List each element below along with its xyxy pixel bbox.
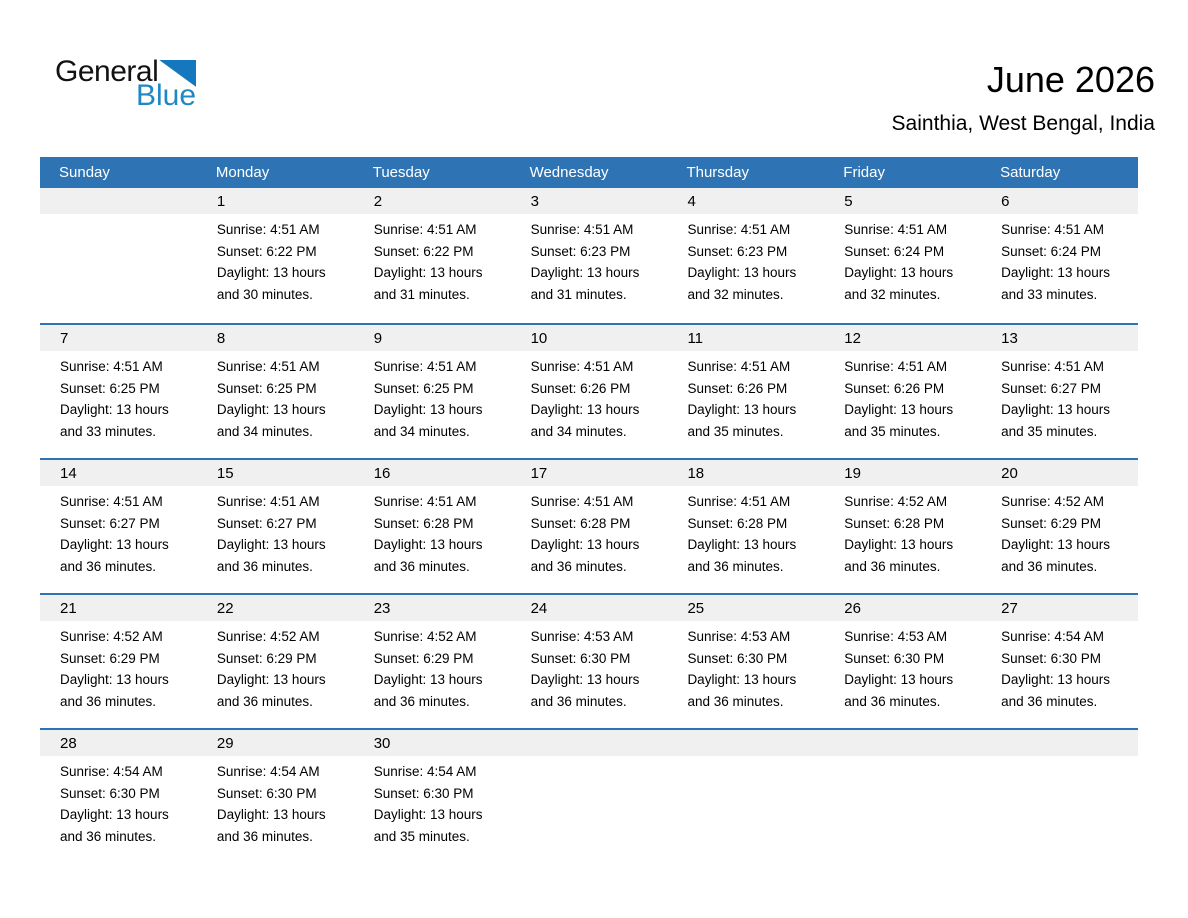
day-details	[824, 214, 981, 305]
day-cell-6	[981, 188, 1138, 323]
calendar-table	[40, 157, 1138, 863]
week-row-5	[40, 728, 1138, 863]
day-details	[511, 756, 668, 761]
day-details	[40, 756, 197, 847]
day-cell-8	[197, 325, 354, 458]
sunrise-text: Sunrise: 4:51 AM	[60, 359, 163, 374]
daylight-text-line1: Daylight: 13 hours	[530, 672, 640, 688]
day-details	[824, 621, 981, 712]
day-details	[197, 486, 354, 577]
daylight-text-line1: Daylight: 13 hours	[373, 807, 483, 823]
sunrise-text: Sunrise: 4:51 AM	[373, 494, 477, 509]
day-number: 16	[354, 460, 511, 486]
sunrise-text: Sunrise: 4:54 AM	[216, 764, 320, 779]
day-details	[981, 486, 1138, 577]
day-cell-27	[981, 595, 1138, 728]
daylight-text-line1: Daylight: 13 hours	[216, 537, 326, 553]
daylight-text-line2: and 31 minutes.	[530, 286, 627, 302]
sunset-text: Sunset: 6:25 PM	[60, 380, 160, 396]
sunset-text: Sunset: 6:28 PM	[687, 515, 788, 531]
daylight-text-line1: Daylight: 13 hours	[844, 402, 954, 418]
day-details	[824, 756, 981, 761]
day-cell-17	[511, 460, 668, 593]
day-details	[667, 621, 824, 712]
sunrise-text: Sunrise: 4:54 AM	[373, 764, 477, 779]
day-number: 18	[667, 460, 824, 486]
day-details	[511, 214, 668, 305]
day-number: 17	[511, 460, 668, 486]
sunset-text: Sunset: 6:25 PM	[216, 380, 317, 396]
sunrise-text: Sunrise: 4:51 AM	[60, 494, 163, 509]
sunset-text: Sunset: 6:27 PM	[60, 515, 160, 531]
day-cell-20	[981, 460, 1138, 593]
week-row-4	[40, 593, 1138, 728]
day-details	[981, 621, 1138, 712]
day-number	[824, 730, 981, 756]
day-cell-9	[354, 325, 511, 458]
daylight-text-line1: Daylight: 13 hours	[60, 537, 169, 553]
sunset-text: Sunset: 6:30 PM	[373, 785, 474, 801]
day-cell-empty	[511, 730, 668, 863]
day-number	[981, 730, 1138, 756]
daylight-text-line2: and 32 minutes.	[844, 286, 941, 302]
daylight-text-line1: Daylight: 13 hours	[1001, 537, 1110, 553]
daylight-text-line1: Daylight: 13 hours	[687, 265, 797, 281]
day-number: 28	[40, 730, 197, 756]
day-cell-5	[824, 188, 981, 323]
day-details	[511, 486, 668, 577]
day-details	[667, 486, 824, 577]
day-cell-25	[667, 595, 824, 728]
daylight-text-line2: and 32 minutes.	[687, 286, 784, 302]
sunrise-text: Sunrise: 4:51 AM	[530, 222, 634, 237]
day-cell-empty	[667, 730, 824, 863]
sunrise-text: Sunrise: 4:52 AM	[373, 629, 477, 644]
daylight-text-line2: and 36 minutes.	[530, 693, 627, 709]
daylight-text-line1: Daylight: 13 hours	[687, 402, 797, 418]
daylight-text-line2: and 36 minutes.	[216, 693, 313, 709]
sunset-text: Sunset: 6:28 PM	[844, 515, 945, 531]
sunrise-text: Sunrise: 4:54 AM	[1001, 629, 1104, 644]
day-cell-empty	[981, 730, 1138, 863]
general-blue-logo	[55, 57, 197, 111]
sunrise-text: Sunrise: 4:51 AM	[687, 494, 791, 509]
day-number: 21	[40, 595, 197, 621]
day-details	[197, 351, 354, 442]
sunrise-text: Sunrise: 4:54 AM	[60, 764, 163, 779]
daylight-text-line2: and 36 minutes.	[844, 693, 941, 709]
sunset-text: Sunset: 6:29 PM	[216, 650, 317, 666]
sunrise-text: Sunrise: 4:51 AM	[530, 359, 634, 374]
day-cell-21	[40, 595, 197, 728]
sunset-text: Sunset: 6:22 PM	[373, 243, 474, 259]
day-cell-29	[197, 730, 354, 863]
day-number: 8	[197, 325, 354, 351]
day-number: 12	[824, 325, 981, 351]
day-details	[197, 214, 354, 305]
day-details	[197, 621, 354, 712]
day-number: 7	[40, 325, 197, 351]
sunrise-text: Sunrise: 4:52 AM	[60, 629, 163, 644]
sunrise-text: Sunrise: 4:51 AM	[687, 359, 791, 374]
month-title: June 2026	[986, 59, 1155, 100]
daylight-text-line2: and 31 minutes.	[373, 286, 470, 302]
day-cell-empty	[40, 188, 197, 323]
sunrise-text: Sunrise: 4:52 AM	[216, 629, 320, 644]
daylight-text-line2: and 36 minutes.	[373, 558, 470, 574]
day-details	[354, 621, 511, 712]
day-number: 13	[981, 325, 1138, 351]
sunrise-text: Sunrise: 4:51 AM	[844, 222, 948, 237]
weekday-header-thursday: Thursday	[686, 164, 749, 181]
daylight-text-line2: and 36 minutes.	[216, 828, 313, 844]
day-number: 19	[824, 460, 981, 486]
day-cell-26	[824, 595, 981, 728]
weekday-header-saturday: Saturday	[1000, 164, 1061, 181]
sunrise-text: Sunrise: 4:53 AM	[530, 629, 634, 644]
day-details	[981, 351, 1138, 442]
sunset-text: Sunset: 6:26 PM	[844, 380, 945, 396]
day-details	[197, 756, 354, 847]
sunrise-text: Sunrise: 4:51 AM	[687, 222, 791, 237]
daylight-text-line2: and 36 minutes.	[60, 558, 157, 574]
daylight-text-line2: and 35 minutes.	[373, 828, 470, 844]
sunrise-text: Sunrise: 4:51 AM	[216, 359, 320, 374]
day-number: 30	[354, 730, 511, 756]
sunset-text: Sunset: 6:30 PM	[530, 650, 631, 666]
sunset-text: Sunset: 6:23 PM	[530, 243, 631, 259]
daylight-text-line2: and 35 minutes.	[844, 423, 941, 439]
day-number: 22	[197, 595, 354, 621]
day-cell-1	[197, 188, 354, 323]
daylight-text-line2: and 34 minutes.	[216, 423, 313, 439]
day-number: 26	[824, 595, 981, 621]
daylight-text-line2: and 35 minutes.	[1001, 423, 1098, 439]
sunset-text: Sunset: 6:23 PM	[687, 243, 788, 259]
weekday-header-wednesday: Wednesday	[529, 164, 609, 181]
day-cell-22	[197, 595, 354, 728]
sunrise-text: Sunrise: 4:51 AM	[373, 222, 477, 237]
day-cell-4	[667, 188, 824, 323]
daylight-text-line1: Daylight: 13 hours	[530, 265, 640, 281]
day-details	[40, 621, 197, 712]
day-details	[511, 351, 668, 442]
daylight-text-line1: Daylight: 13 hours	[1001, 672, 1110, 688]
sunset-text: Sunset: 6:26 PM	[530, 380, 631, 396]
weekday-header-tuesday: Tuesday	[372, 164, 430, 181]
week-row-2	[40, 323, 1138, 458]
day-details	[511, 621, 668, 712]
logo-text-blue: Blue	[135, 79, 196, 112]
sunrise-text: Sunrise: 4:51 AM	[530, 494, 634, 509]
day-cell-7	[40, 325, 197, 458]
daylight-text-line1: Daylight: 13 hours	[216, 807, 326, 823]
day-details	[40, 351, 197, 442]
daylight-text-line1: Daylight: 13 hours	[687, 537, 797, 553]
day-number: 11	[667, 325, 824, 351]
weekday-header-monday: Monday	[215, 164, 270, 181]
day-number: 20	[981, 460, 1138, 486]
day-number: 3	[511, 188, 668, 214]
day-cell-12	[824, 325, 981, 458]
sunset-text: Sunset: 6:24 PM	[1001, 243, 1101, 259]
daylight-text-line1: Daylight: 13 hours	[1001, 402, 1110, 418]
day-number: 15	[197, 460, 354, 486]
sunset-text: Sunset: 6:27 PM	[1001, 380, 1101, 396]
sunset-text: Sunset: 6:27 PM	[216, 515, 317, 531]
daylight-text-line2: and 36 minutes.	[687, 558, 784, 574]
calendar-body	[40, 188, 1138, 863]
daylight-text-line2: and 36 minutes.	[530, 558, 627, 574]
daylight-text-line1: Daylight: 13 hours	[1001, 265, 1110, 281]
day-details	[354, 214, 511, 305]
weekday-header-row	[40, 157, 1138, 188]
sunrise-text: Sunrise: 4:51 AM	[216, 222, 320, 237]
day-details	[40, 486, 197, 577]
sunset-text: Sunset: 6:29 PM	[373, 650, 474, 666]
day-details	[354, 756, 511, 847]
sunrise-text: Sunrise: 4:53 AM	[687, 629, 791, 644]
day-details	[667, 214, 824, 305]
daylight-text-line2: and 36 minutes.	[1001, 693, 1098, 709]
weekday-header-friday: Friday	[843, 164, 885, 181]
day-number	[511, 730, 668, 756]
day-number: 5	[824, 188, 981, 214]
sunset-text: Sunset: 6:30 PM	[687, 650, 788, 666]
daylight-text-line2: and 33 minutes.	[60, 423, 157, 439]
sunrise-text: Sunrise: 4:51 AM	[373, 359, 477, 374]
week-row-3	[40, 458, 1138, 593]
sunrise-text: Sunrise: 4:52 AM	[844, 494, 948, 509]
sunrise-text: Sunrise: 4:51 AM	[1001, 222, 1104, 237]
sunset-text: Sunset: 6:24 PM	[844, 243, 945, 259]
day-cell-13	[981, 325, 1138, 458]
week-row-1	[40, 188, 1138, 323]
daylight-text-line1: Daylight: 13 hours	[373, 537, 483, 553]
daylight-text-line1: Daylight: 13 hours	[373, 265, 483, 281]
daylight-text-line1: Daylight: 13 hours	[60, 807, 169, 823]
daylight-text-line2: and 33 minutes.	[1001, 286, 1098, 302]
daylight-text-line2: and 36 minutes.	[373, 693, 470, 709]
daylight-text-line1: Daylight: 13 hours	[216, 672, 326, 688]
day-number: 25	[667, 595, 824, 621]
day-number: 23	[354, 595, 511, 621]
sunset-text: Sunset: 6:30 PM	[844, 650, 945, 666]
day-details	[354, 351, 511, 442]
day-cell-14	[40, 460, 197, 593]
sunset-text: Sunset: 6:26 PM	[687, 380, 788, 396]
day-details	[667, 351, 824, 442]
daylight-text-line1: Daylight: 13 hours	[60, 402, 169, 418]
day-details	[40, 214, 197, 219]
day-number: 27	[981, 595, 1138, 621]
day-cell-28	[40, 730, 197, 863]
daylight-text-line1: Daylight: 13 hours	[687, 672, 797, 688]
sunrise-text: Sunrise: 4:51 AM	[216, 494, 320, 509]
day-number	[667, 730, 824, 756]
day-details	[824, 486, 981, 577]
daylight-text-line2: and 34 minutes.	[373, 423, 470, 439]
sunset-text: Sunset: 6:28 PM	[530, 515, 631, 531]
sunrise-text: Sunrise: 4:52 AM	[1001, 494, 1104, 509]
title-block	[892, 60, 1155, 136]
day-details	[667, 756, 824, 761]
weekday-header-sunday: Sunday	[59, 164, 110, 181]
daylight-text-line2: and 36 minutes.	[216, 558, 313, 574]
day-number: 29	[197, 730, 354, 756]
sunrise-text: Sunrise: 4:53 AM	[844, 629, 948, 644]
sunset-text: Sunset: 6:28 PM	[373, 515, 474, 531]
sunrise-text: Sunrise: 4:51 AM	[844, 359, 948, 374]
daylight-text-line2: and 30 minutes.	[216, 286, 313, 302]
day-number: 1	[197, 188, 354, 214]
day-cell-15	[197, 460, 354, 593]
day-details	[981, 756, 1138, 761]
sunset-text: Sunset: 6:29 PM	[1001, 515, 1101, 531]
daylight-text-line2: and 35 minutes.	[687, 423, 784, 439]
day-cell-10	[511, 325, 668, 458]
daylight-text-line1: Daylight: 13 hours	[844, 537, 954, 553]
day-number: 2	[354, 188, 511, 214]
day-number: 24	[511, 595, 668, 621]
daylight-text-line2: and 36 minutes.	[1001, 558, 1098, 574]
day-number: 6	[981, 188, 1138, 214]
logo-text-general: General	[55, 55, 159, 88]
daylight-text-line2: and 36 minutes.	[60, 828, 157, 844]
daylight-text-line1: Daylight: 13 hours	[373, 672, 483, 688]
location-subtitle: Sainthia, West Bengal, India	[891, 112, 1155, 135]
daylight-text-line2: and 34 minutes.	[530, 423, 627, 439]
daylight-text-line1: Daylight: 13 hours	[844, 672, 954, 688]
daylight-text-line2: and 36 minutes.	[687, 693, 784, 709]
day-cell-empty	[824, 730, 981, 863]
sunset-text: Sunset: 6:29 PM	[60, 650, 160, 666]
daylight-text-line1: Daylight: 13 hours	[530, 402, 640, 418]
daylight-text-line1: Daylight: 13 hours	[844, 265, 954, 281]
daylight-text-line1: Daylight: 13 hours	[530, 537, 640, 553]
daylight-text-line1: Daylight: 13 hours	[60, 672, 169, 688]
sunset-text: Sunset: 6:30 PM	[60, 785, 160, 801]
daylight-text-line1: Daylight: 13 hours	[373, 402, 483, 418]
sunset-text: Sunset: 6:30 PM	[216, 785, 317, 801]
day-details	[824, 351, 981, 442]
day-number: 9	[354, 325, 511, 351]
day-cell-23	[354, 595, 511, 728]
daylight-text-line1: Daylight: 13 hours	[216, 265, 326, 281]
sunset-text: Sunset: 6:22 PM	[216, 243, 317, 259]
day-cell-2	[354, 188, 511, 323]
day-cell-16	[354, 460, 511, 593]
day-cell-30	[354, 730, 511, 863]
daylight-text-line1: Daylight: 13 hours	[216, 402, 326, 418]
day-cell-24	[511, 595, 668, 728]
day-cell-19	[824, 460, 981, 593]
day-cell-11	[667, 325, 824, 458]
day-number: 14	[40, 460, 197, 486]
daylight-text-line2: and 36 minutes.	[844, 558, 941, 574]
day-number	[40, 188, 197, 214]
day-details	[354, 486, 511, 577]
day-number: 4	[667, 188, 824, 214]
sunset-text: Sunset: 6:25 PM	[373, 380, 474, 396]
sunset-text: Sunset: 6:30 PM	[1001, 650, 1101, 666]
sunrise-text: Sunrise: 4:51 AM	[1001, 359, 1104, 374]
day-number: 10	[511, 325, 668, 351]
day-cell-18	[667, 460, 824, 593]
day-cell-3	[511, 188, 668, 323]
daylight-text-line2: and 36 minutes.	[60, 693, 157, 709]
day-details	[981, 214, 1138, 305]
